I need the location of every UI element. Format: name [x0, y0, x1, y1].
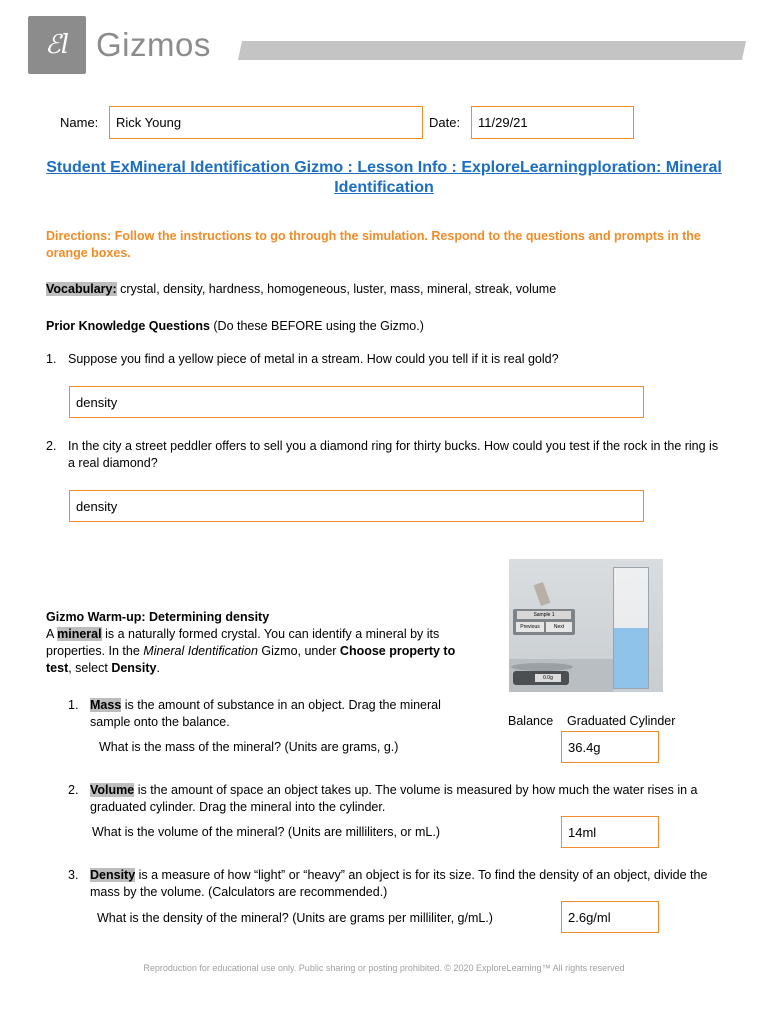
- warmup-text: Gizmo, under: [257, 644, 340, 658]
- sample-panel: [513, 609, 575, 635]
- gizmo-name: Mineral Identification: [143, 644, 258, 658]
- answer-1-value: density: [76, 394, 118, 410]
- item-3-question: What is the density of the mineral? (Units are grams per milliliter, g/mL.): [97, 911, 493, 925]
- balance-pan: [511, 663, 573, 671]
- vocabulary-label: Vocabulary:: [46, 282, 117, 296]
- mineral-term: mineral: [57, 627, 102, 641]
- date-field[interactable]: [471, 106, 634, 139]
- prior-heading-text: Prior Knowledge Questions: [46, 319, 210, 333]
- item-2-description: is the amount of space an object takes up. The volume is measured by how much the water rises in a graduated cylinder. Drag the mineral into the cylinder.: [90, 783, 698, 814]
- balance-icon[interactable]: [513, 671, 569, 685]
- volume-answer-value: 14ml: [568, 824, 597, 840]
- item-1-question: What is the mass of the mineral? (Units are grams, g.): [99, 740, 399, 754]
- warmup-text: A: [46, 627, 58, 641]
- next-button[interactable]: Next: [546, 622, 572, 632]
- item-2-question: What is the volume of the mineral? (Units are milliliters, or mL.): [92, 825, 441, 839]
- sample-label: Sample 1: [517, 611, 571, 619]
- item-3-description: is a measure of how “light” or “heavy” an object is for its size. To find the density of an object, divide the mass by the volume. (Calculators are recommended.): [90, 868, 708, 899]
- logo-glyph: ℰl: [44, 30, 70, 60]
- warmup-block: [46, 609, 466, 677]
- answer-1-box[interactable]: [69, 386, 644, 418]
- header-decorative-bar: [238, 41, 746, 60]
- warmup-text: .: [156, 661, 160, 675]
- answer-2-value: density: [76, 498, 118, 514]
- balance-caption: Balance: [508, 714, 554, 728]
- cylinder-caption: Graduated Cylinder: [567, 714, 676, 728]
- question-2-number: 2.: [46, 439, 57, 453]
- density-answer-value: 2.6g/ml: [568, 909, 611, 925]
- graduated-cylinder-icon[interactable]: [613, 567, 649, 689]
- directions-text: Directions: Follow the instructions to go through the simulation. Respond to the questions and prompts in the orange boxes.: [46, 229, 701, 260]
- prior-knowledge-heading: [46, 318, 726, 335]
- previous-button[interactable]: Previous: [516, 622, 544, 632]
- mineral-sample-icon[interactable]: [534, 582, 551, 606]
- explorelearning-logo-icon: [28, 16, 86, 74]
- density-term: Density: [90, 868, 136, 882]
- item-3-text: [90, 867, 720, 901]
- item-2-number: 2.: [68, 783, 79, 797]
- item-1-number: 1.: [68, 698, 79, 712]
- date-value: 11/29/21: [478, 115, 528, 130]
- name-field[interactable]: [109, 106, 423, 139]
- choose-property-label: Choose property to test: [46, 644, 456, 675]
- mass-answer-box[interactable]: [561, 731, 659, 763]
- volume-term: Volume: [90, 783, 135, 797]
- date-label: Date:: [429, 115, 461, 130]
- warmup-text: is a naturally formed crystal. You can identify a mineral by its properties. In the: [46, 627, 440, 658]
- brand-name: Gizmos: [96, 26, 211, 63]
- name-label: Name:: [60, 115, 99, 130]
- item-1-text: [90, 697, 450, 731]
- question-1-text: Suppose you find a yellow piece of metal in a stream. How could you tell if it is real gold?: [68, 352, 559, 366]
- prior-note: (Do these BEFORE using the Gizmo.): [209, 319, 424, 333]
- question-2-text: In the city a street peddler offers to sell you a diamond ring for thirty bucks. How could you test if the rock in the ring is a real diamond?: [68, 439, 719, 470]
- volume-answer-box[interactable]: [561, 816, 659, 848]
- name-value: Rick Young: [116, 115, 182, 130]
- mass-term: Mass: [90, 698, 122, 712]
- balance-readout: 0.0g: [535, 674, 561, 682]
- vocabulary-line: [46, 281, 726, 298]
- answer-2-box[interactable]: [69, 490, 644, 522]
- simulation-image: [509, 559, 663, 692]
- warmup-text: , select: [68, 661, 112, 675]
- density-answer-box[interactable]: [561, 901, 659, 933]
- mass-answer-value: 36.4g: [568, 739, 601, 755]
- item-3-number: 3.: [68, 868, 79, 882]
- item-1-description: is the amount of substance in an object. Drag the mineral sample onto the balance.: [90, 698, 441, 729]
- cylinder-water: [614, 628, 648, 688]
- question-1-number: 1.: [46, 352, 57, 366]
- page-title[interactable]: Student ExMineral Identification Gizmo : Lesson Info : ExploreLearningploration: Mineral Identification: [46, 159, 722, 196]
- item-2-text: [90, 782, 720, 816]
- density-option: Density: [111, 661, 157, 675]
- warmup-heading: Gizmo Warm-up: Determining density: [46, 610, 270, 624]
- footer-copyright: Reproduction for educational use only. Public sharing or posting prohibited. © 2020 ExploreLearning™ All rights reserved: [143, 963, 625, 973]
- vocabulary-terms: crystal, density, hardness, homogeneous, luster, mass, mineral, streak, volume: [116, 282, 557, 296]
